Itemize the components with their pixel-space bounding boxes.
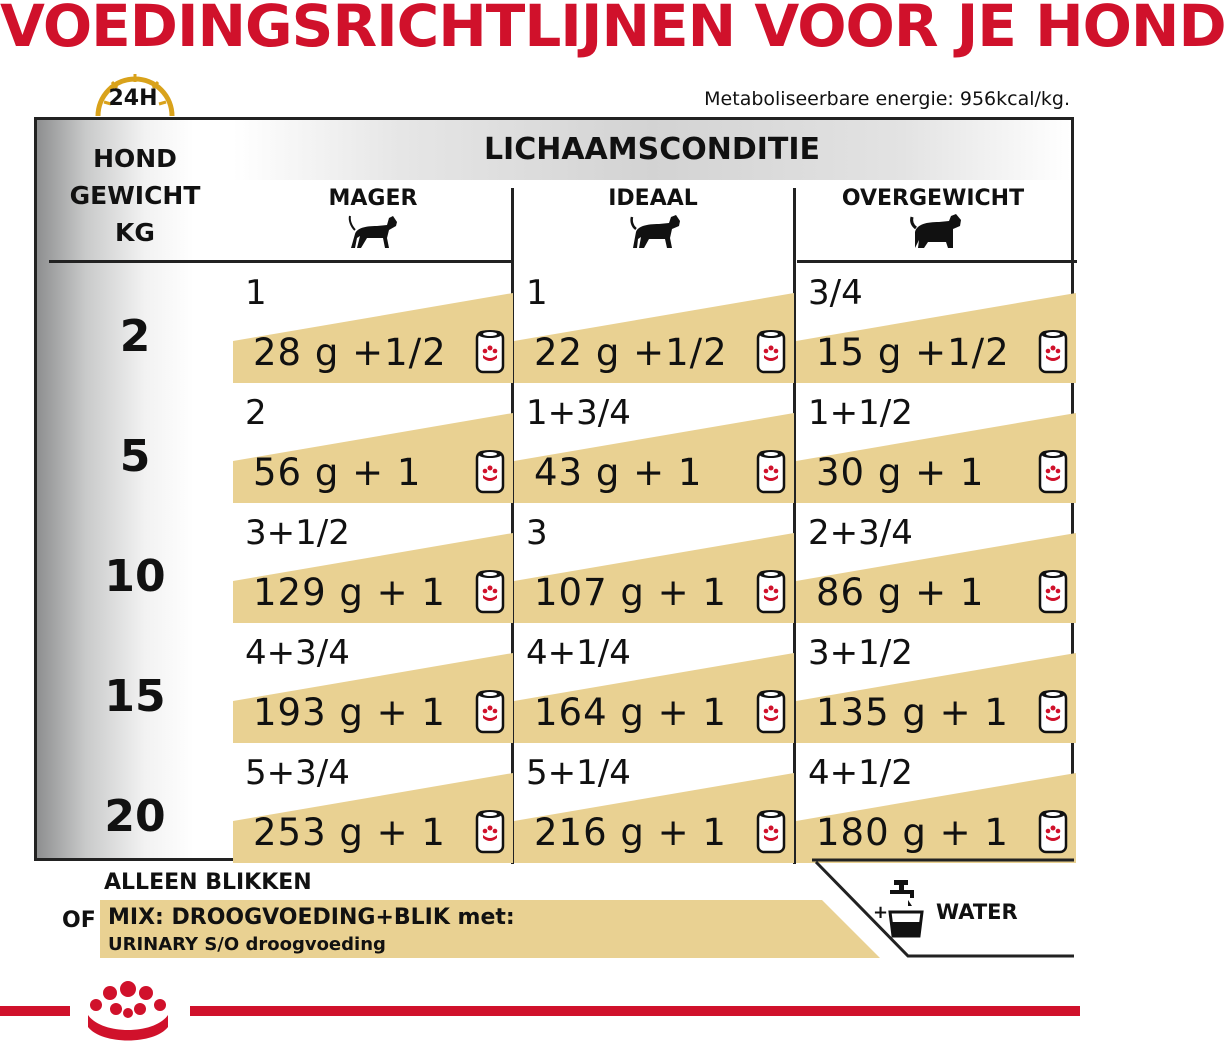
footer-urinary: URINARY S/O droogvoeding <box>108 934 386 955</box>
feeding-cell <box>514 743 794 863</box>
feeding-cell <box>514 383 794 503</box>
cans-value: 3+1/2 <box>245 513 350 553</box>
grams-value: 164 g + 1 <box>534 691 727 734</box>
feeding-cell <box>514 263 794 383</box>
feeding-cell <box>233 503 513 623</box>
weight-value: 2 <box>119 311 151 362</box>
feeding-cell <box>796 623 1076 743</box>
can-icon <box>1038 327 1068 375</box>
grams-value: 22 g +1/2 <box>534 331 728 374</box>
footer-mix: MIX: DROOGVOEDING+BLIK met: <box>108 905 515 930</box>
weight-header-line: KG <box>115 218 155 247</box>
can-icon <box>475 807 505 855</box>
lean-dog-icon <box>347 212 401 252</box>
feeding-cell <box>796 263 1076 383</box>
feeding-table <box>34 117 1074 861</box>
cans-value: 5+1/4 <box>526 753 631 793</box>
clock-label: 24H <box>108 86 158 111</box>
energy-note: Metaboliseerbare energie: 956kcal/kg. <box>704 88 1070 110</box>
weight-value: 10 <box>104 551 166 602</box>
can-icon <box>756 447 786 495</box>
column-title-mager: MAGER <box>328 186 418 211</box>
condition-title: LICHAAMSCONDITIE <box>483 132 821 167</box>
grams-value: 86 g + 1 <box>816 571 985 614</box>
cans-value: 1+1/2 <box>808 393 913 433</box>
can-icon <box>1038 807 1068 855</box>
can-icon <box>756 327 786 375</box>
water-tap-icon <box>884 878 928 940</box>
grams-value: 43 g + 1 <box>534 451 703 494</box>
cans-value: 4+1/4 <box>526 633 631 673</box>
footer-cans-only: ALLEEN BLIKKEN <box>104 870 312 895</box>
cans-value: 1 <box>526 273 548 313</box>
cans-value: 3+1/2 <box>808 633 913 673</box>
column-title-ideaal: IDEAAL <box>608 186 698 211</box>
footer-or: OF <box>62 908 96 933</box>
can-icon <box>1038 567 1068 615</box>
cans-value: 3 <box>526 513 548 553</box>
feeding-cell <box>233 743 513 863</box>
weight-header <box>37 140 233 251</box>
cans-value: 2+3/4 <box>808 513 913 553</box>
royal-canin-crown-logo <box>82 975 174 1045</box>
water-label: WATER <box>936 900 1018 924</box>
cans-value: 4+1/2 <box>808 753 913 793</box>
water-plus: + <box>873 902 889 923</box>
grams-value: 30 g + 1 <box>816 451 985 494</box>
feeding-cell <box>514 623 794 743</box>
weight-header-line: HOND <box>93 144 177 173</box>
cans-value: 3/4 <box>808 273 863 313</box>
ideal-dog-icon <box>629 212 683 252</box>
can-icon <box>475 687 505 735</box>
can-icon <box>475 447 505 495</box>
page-title: VOEDINGSRICHTLIJNEN VOOR JE HOND <box>0 0 1226 60</box>
grams-value: 180 g + 1 <box>816 811 1009 854</box>
column-title-overgewicht: OVERGEWICHT <box>841 186 1025 211</box>
grams-value: 193 g + 1 <box>253 691 446 734</box>
can-icon <box>475 567 505 615</box>
grams-value: 253 g + 1 <box>253 811 446 854</box>
grams-value: 15 g +1/2 <box>816 331 1010 374</box>
cans-value: 1 <box>245 273 267 313</box>
grams-value: 56 g + 1 <box>253 451 422 494</box>
grams-value: 216 g + 1 <box>534 811 727 854</box>
cans-value: 2 <box>245 393 267 433</box>
feeding-cell <box>233 623 513 743</box>
weight-value: 20 <box>104 791 166 842</box>
can-icon <box>475 327 505 375</box>
feeding-cell <box>233 263 513 383</box>
can-icon <box>1038 447 1068 495</box>
grams-value: 135 g + 1 <box>816 691 1009 734</box>
can-icon <box>1038 687 1068 735</box>
overweight-dog-icon <box>909 212 963 252</box>
feeding-cell <box>796 743 1076 863</box>
feeding-cell <box>796 503 1076 623</box>
grams-value: 28 g +1/2 <box>253 331 447 374</box>
weight-value: 15 <box>104 671 166 722</box>
feeding-cell <box>796 383 1076 503</box>
weight-value: 5 <box>119 431 151 482</box>
grams-value: 107 g + 1 <box>534 571 727 614</box>
weight-header-line: GEWICHT <box>69 181 201 210</box>
cans-value: 4+3/4 <box>245 633 350 673</box>
can-icon <box>756 687 786 735</box>
cans-value: 1+3/4 <box>526 393 631 433</box>
can-icon <box>756 807 786 855</box>
can-icon <box>756 567 786 615</box>
cans-value: 5+3/4 <box>245 753 350 793</box>
grams-value: 129 g + 1 <box>253 571 446 614</box>
feeding-cell <box>233 383 513 503</box>
feeding-cell <box>514 503 794 623</box>
